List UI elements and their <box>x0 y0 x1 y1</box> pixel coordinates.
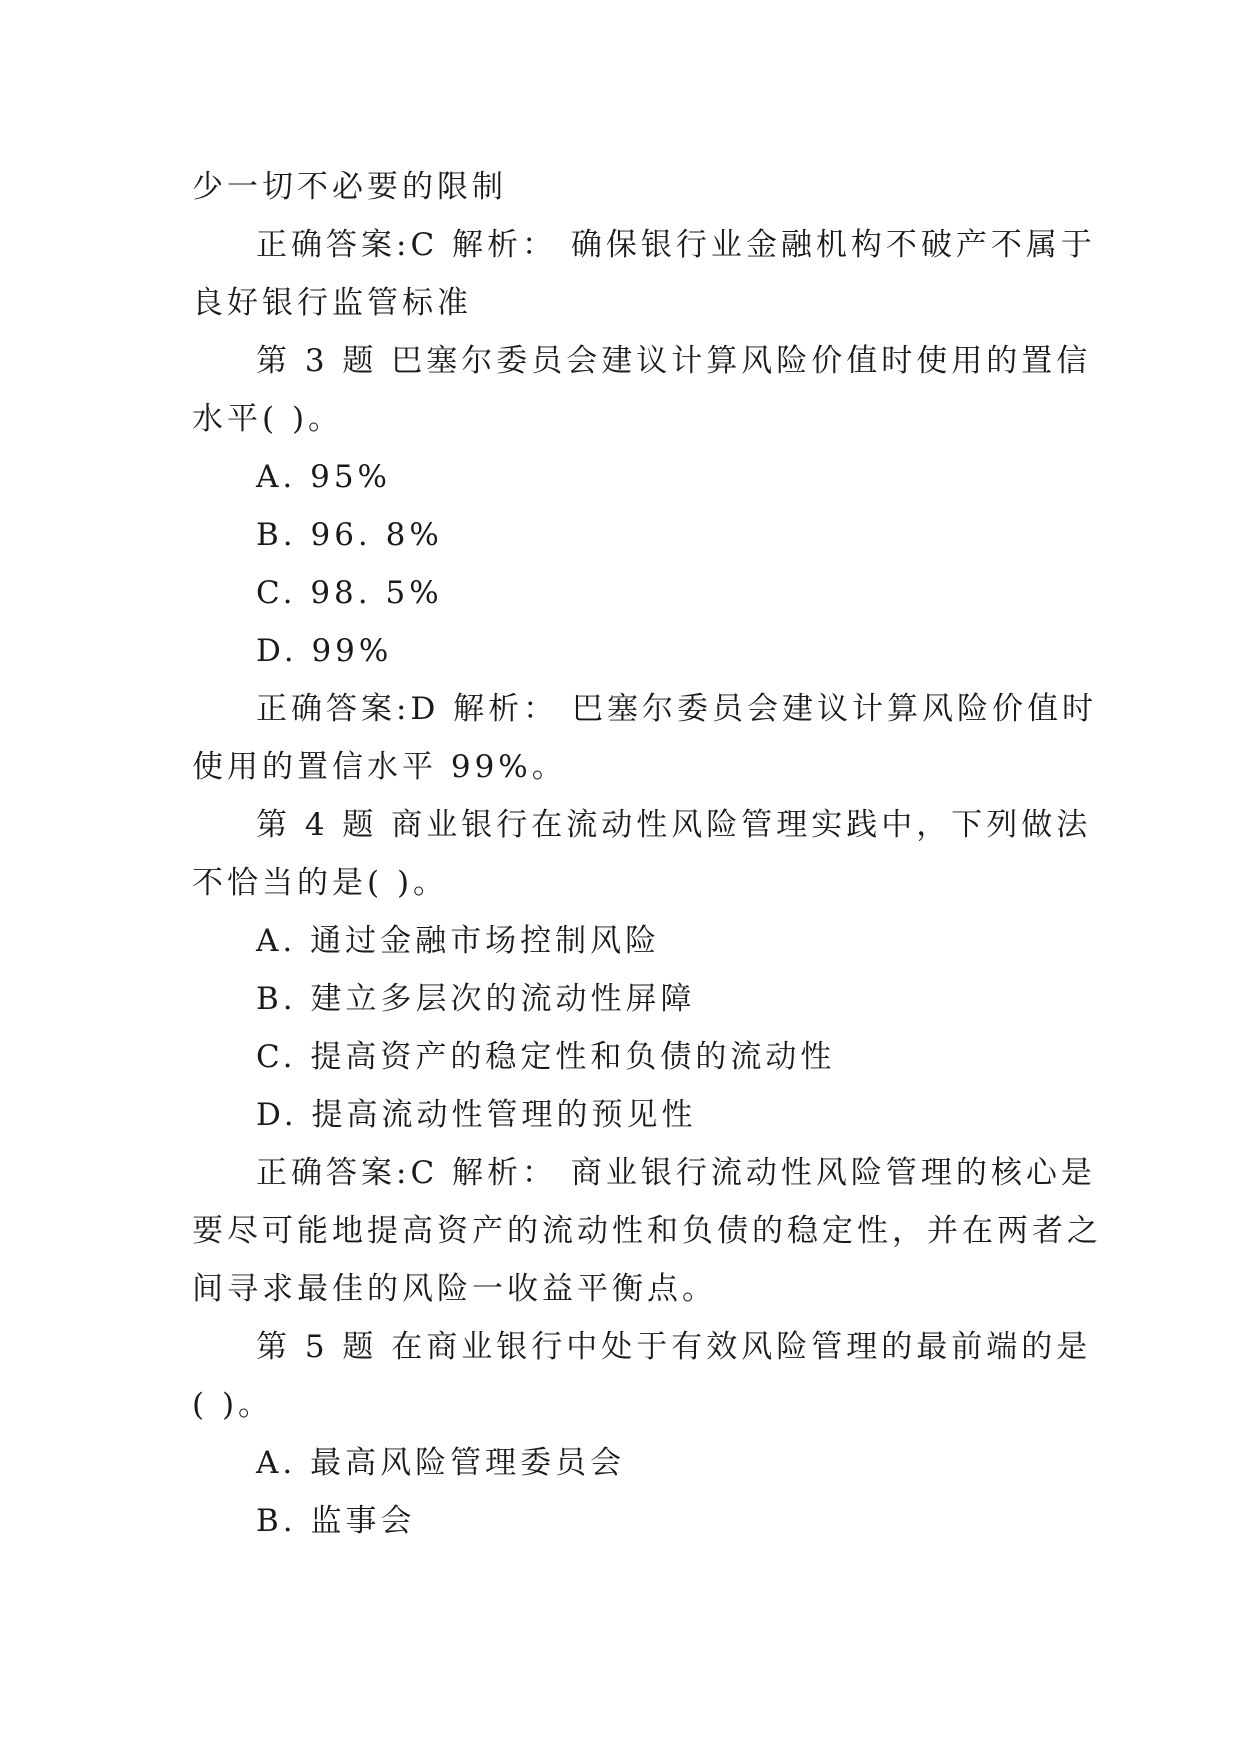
text-line: 良好银行监管标准 <box>192 285 472 321</box>
question-5-line: 第 5 题 在商业银行中处于有效风险管理的最前端的是 <box>256 1329 1092 1365</box>
text-line: 少一切不必要的限制 <box>192 169 507 205</box>
text-line: ( )。 <box>192 1387 274 1423</box>
option-a: A. 最高风险管理委员会 <box>256 1445 626 1481</box>
option-a: A. 通过金融市场控制风险 <box>256 923 661 959</box>
option-b: B. 96. 8% <box>256 517 443 553</box>
answer-line: 正确答案:C 解析： 确保银行业金融机构不破产不属于 <box>256 227 1096 263</box>
answer-line: 正确答案:C 解析： 商业银行流动性风险管理的核心是 <box>256 1155 1096 1191</box>
text-line: 使用的置信水平 99%。 <box>192 749 567 785</box>
question-3-line: 第 3 题 巴塞尔委员会建议计算风险价值时使用的置信 <box>256 343 1092 379</box>
option-b: B. 监事会 <box>256 1503 416 1539</box>
option-d: D. 99% <box>256 633 393 669</box>
option-d: D. 提高流动性管理的预见性 <box>256 1097 697 1133</box>
text-line: 不恰当的是( )。 <box>192 865 449 901</box>
text-line: 水平( )。 <box>192 401 344 437</box>
option-b: B. 建立多层次的流动性屏障 <box>256 981 696 1017</box>
option-a: A. 95% <box>256 459 391 495</box>
answer-line: 正确答案:D 解析： 巴塞尔委员会建议计算风险价值时 <box>256 691 1098 727</box>
text-line: 间寻求最佳的风险一收益平衡点。 <box>192 1271 717 1307</box>
question-4-line: 第 4 题 商业银行在流动性风险管理实践中，下列做法 <box>256 807 1092 843</box>
option-c: C. 提高资产的稳定性和负债的流动性 <box>256 1039 836 1075</box>
document-body <box>192 158 1102 1550</box>
text-line: 要尽可能地提高资产的流动性和负债的稳定性，并在两者之 <box>192 1213 1102 1249</box>
option-c: C. 98. 5% <box>256 575 443 611</box>
